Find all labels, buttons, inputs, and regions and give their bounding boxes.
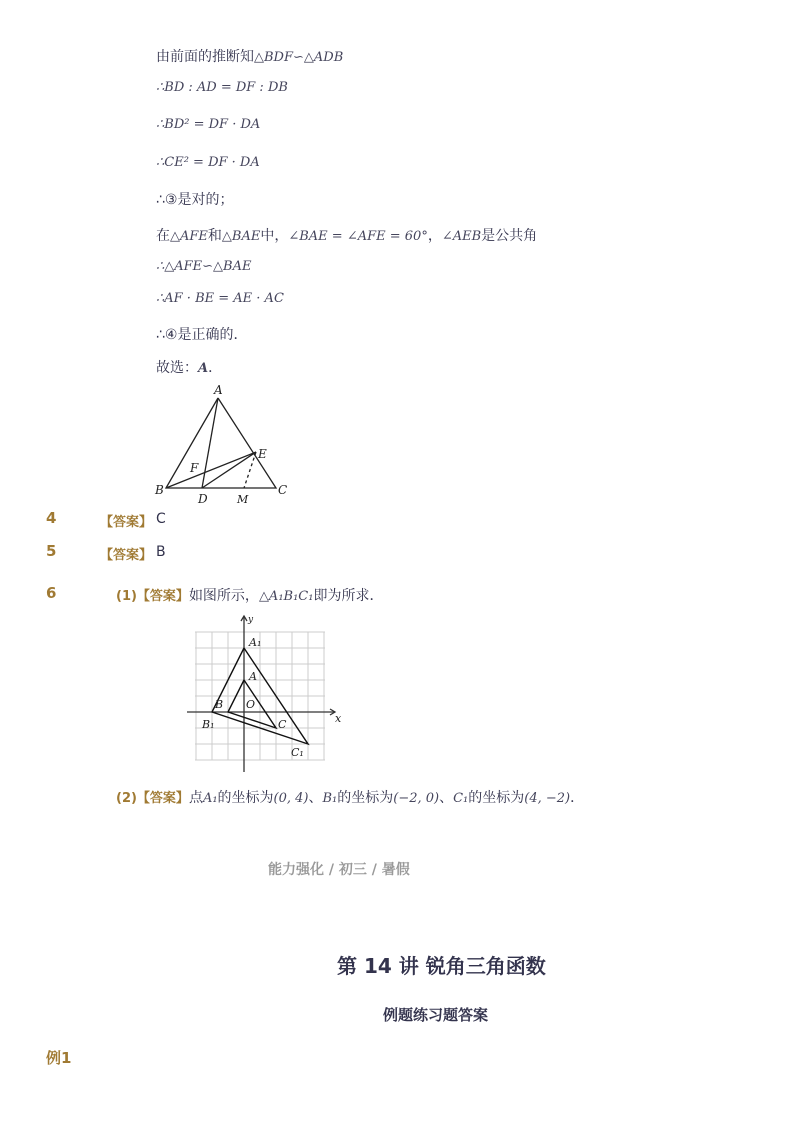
answer-tag: 【答案】 [100,515,153,530]
proof-line-1 [156,46,343,66]
label-F: F [190,461,199,475]
proof-text: 在 [156,228,170,244]
proof-line-6 [156,225,537,245]
q6-text: 点 [188,790,203,806]
q6-math: A₁ [202,791,218,806]
answer-number: 4 [46,509,57,527]
answer-value: B [156,544,166,560]
q6-math: △A₁B₁C₁ [258,589,314,604]
coordinate-grid-figure [185,612,345,774]
proof-math: ∠AEB [441,229,482,244]
label-A: A [249,670,257,683]
answer-number: 6 [46,584,57,602]
answer-tag: (2)【答案】 [116,791,189,806]
proof-line-5: ∴③是对的； [156,192,234,208]
triangle-figure [150,380,300,508]
q6-text: 、 [308,790,323,806]
answer-tag: (1)【答案】 [116,589,189,604]
proof-math: ∠BAE = ∠AFE = 60° [288,229,428,244]
label-C: C [278,483,288,497]
proof-line-2: ∴BD : AD = DF : DB [156,80,288,95]
proof-text: 中， [260,228,289,244]
label-A: A [214,383,223,397]
q6-text: ． [570,790,585,806]
label-C1: C₁ [291,746,304,759]
proof-line-10 [156,357,222,377]
proof-line-7: ∴△AFE∽△BAE [156,259,252,274]
proof-line-9: ∴④是正确的． [156,327,248,343]
example-label: 例1 [46,1049,72,1067]
label-B: B [155,483,164,497]
q6-part1 [116,585,383,605]
answer-number: 5 [46,542,57,560]
proof-math: △BDF∽△ADB [254,50,344,65]
label-D: D [198,492,208,506]
q6-math: (0, 4) [273,791,309,806]
q6-text: 即为所求． [313,588,384,604]
q6-text: 的坐标为 [337,790,394,806]
page-footer: 能力强化 / 初三 / 暑假 [268,862,410,878]
label-B1: B₁ [202,718,215,731]
proof-text: 故选： [156,360,198,376]
lesson-subtitle: 例题练习题答案 [383,1006,489,1024]
q6-text: 如图所示， [188,588,259,604]
proof-text: ， [427,228,442,244]
q6-math: B₁ [322,791,338,806]
label-B: B [215,698,224,711]
proof-math: △AFE [170,229,208,244]
proof-line-3: ∴BD² = DF · DA [156,117,261,132]
answer-tag: 【答案】 [100,548,153,563]
origin-label: O [246,698,256,711]
label-C: C [278,718,287,731]
q6-part2 [116,787,584,807]
proof-math: △BAE [221,229,261,244]
axis-x-label: x [335,712,342,725]
q6-math: C₁ [453,791,469,806]
answer-value: C [156,511,166,527]
q6-text: 、 [439,790,454,806]
answer-letter: A [198,361,209,376]
proof-line-8: ∴AF · BE = AE · AC [156,291,284,306]
proof-text: ． [208,360,223,376]
proof-text: 由前面的推断知 [156,49,254,65]
q6-math: (4, −2) [524,791,571,806]
q6-text: 的坐标为 [217,790,274,806]
proof-line-4: ∴CE² = DF · DA [156,155,260,170]
label-A1: A₁ [249,636,262,649]
proof-text: 和 [207,228,222,244]
label-M: M [237,493,249,506]
lesson-title: 第 14 讲 锐角三角函数 [337,954,546,978]
q6-text: 的坐标为 [468,790,525,806]
axis-y-label: y [248,615,254,625]
q6-math: (−2, 0) [393,791,440,806]
label-E: E [258,447,267,461]
proof-text: 是公共角 [481,228,538,244]
